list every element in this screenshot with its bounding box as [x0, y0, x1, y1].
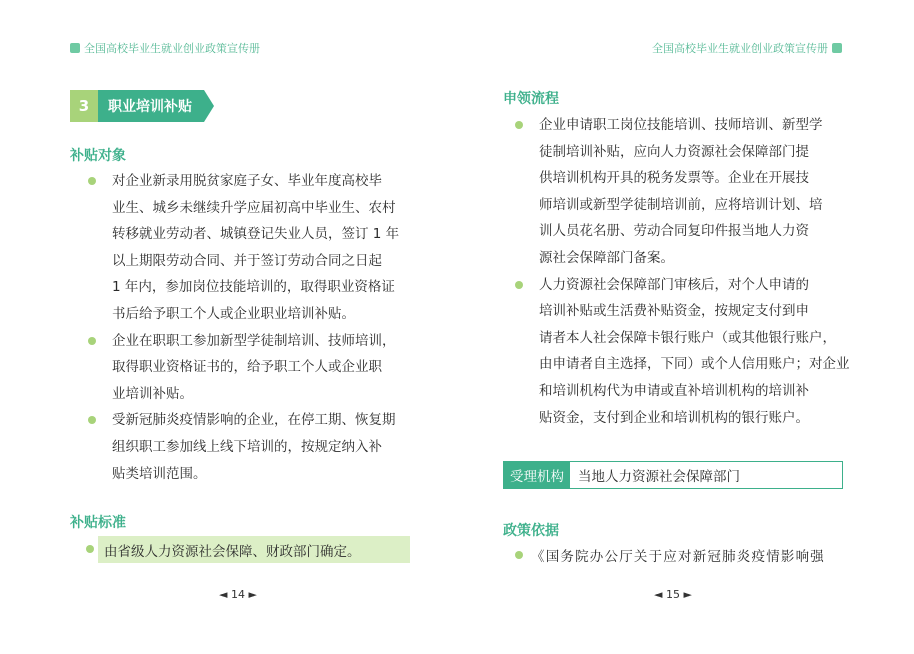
- policy-item: [515, 545, 825, 565]
- list-item-line: 转移就业劳动者、城镇登记失业人员，签订 1 年: [112, 226, 400, 243]
- list-item-line: 供培训机构开具的税务发票等。企业在开展技: [539, 170, 809, 187]
- list-item-line: 人力资源社会保障部门审核后，对个人申请的: [539, 276, 809, 293]
- list-item-line: 由申请者自主选择，下同）或个人信用账户；对企业: [539, 356, 850, 373]
- list-item-line: 业培训补贴。: [112, 385, 193, 402]
- agency-box: [503, 461, 843, 489]
- subsidy-target-list: [88, 168, 418, 487]
- bullet-dot: [88, 337, 96, 345]
- list-item-line: 企业申请职工岗位技能培训、技师培训、新型学: [539, 117, 823, 133]
- list-item-line: 业生、城乡未继续升学应届初高中毕业生、农村: [112, 199, 396, 216]
- agency-value: 当地人力资源社会保障部门: [578, 469, 740, 485]
- list-item-line: 企业在职职工参加新型学徒制培训、技师培训，: [112, 332, 396, 349]
- bullet-dot: [88, 416, 96, 424]
- left-header: [70, 40, 260, 56]
- list-item-line: 取得职业资格证书的，给予职工个人或企业职: [112, 359, 382, 376]
- list-item-line: 贴资金，支付到企业和培训机构的银行账户。: [539, 409, 809, 426]
- agency-label: 受理机构: [504, 462, 570, 488]
- list-item-line: 以上期限劳动合同、并于签订劳动合同之日起: [112, 252, 382, 269]
- process-heading: 申领流程: [503, 91, 559, 107]
- right-page-number: ◄ 15 ►: [654, 588, 692, 601]
- list-item: [515, 112, 850, 272]
- list-item-line: 贴类培训范围。: [112, 465, 207, 482]
- bullet-dot: [515, 551, 523, 559]
- subsidy-target-heading: 补贴对象: [70, 148, 126, 164]
- list-item-line: 徒制培训补贴，应向人力资源社会保障部门提: [539, 143, 809, 160]
- list-item-line: 源社会保障部门备案。: [539, 249, 674, 266]
- list-item-line: 书后给予职工个人或企业职业培训补贴。: [112, 305, 355, 322]
- list-item: [88, 168, 418, 328]
- header-title: 全国高校毕业生就业创业政策宣传册: [652, 42, 828, 55]
- bullet-dot: [515, 281, 523, 289]
- bullet-dot: [86, 545, 94, 553]
- list-item-line: 请者本人社会保障卡银行账户（或其他银行账户，: [539, 329, 836, 346]
- booklet-icon: [832, 43, 842, 53]
- process-list: [515, 112, 850, 431]
- list-item: [88, 407, 418, 487]
- bullet-dot: [88, 177, 96, 185]
- list-item-line: 和培训机构代为申请或直补培训机构的培训补: [539, 382, 809, 399]
- list-item-line: 组织职工参加线上线下培训的，按规定纳入补: [112, 438, 382, 455]
- standard-text: 由省级人力资源社会保障、财政部门确定。: [98, 536, 410, 563]
- list-item: [515, 272, 850, 432]
- standard-heading: 补贴标准: [70, 515, 126, 531]
- header-title: 全国高校毕业生就业创业政策宣传册: [84, 42, 260, 55]
- policy-heading: 政策依据: [503, 523, 559, 539]
- list-item-line: 受新冠肺炎疫情影响的企业，在停工期、恢复期: [112, 412, 396, 429]
- section-banner: [70, 90, 204, 122]
- list-item-line: 师培训或新型学徒制培训前，应将培训计划、培: [539, 196, 823, 213]
- bullet-dot: [515, 121, 523, 129]
- list-item-line: 培训补贴或生活费补贴资金，按规定支付到申: [539, 303, 809, 320]
- booklet-icon: [70, 43, 80, 53]
- list-item-line: 对企业新录用脱贫家庭子女、毕业年度高校毕: [112, 173, 382, 189]
- section-number: 3: [70, 90, 98, 122]
- section-title: 职业培训补贴: [98, 90, 204, 122]
- policy-text: 《国务院办公厅关于应对新冠肺炎疫情影响强: [531, 549, 825, 565]
- list-item-line: 1 年内，参加岗位技能培训的，取得职业资格证: [112, 279, 395, 296]
- left-page-number: ◄ 14 ►: [219, 588, 257, 601]
- list-item: [88, 328, 418, 408]
- right-header: [652, 40, 842, 56]
- list-item-line: 训人员花名册、劳动合同复印件报当地人力资: [539, 223, 809, 240]
